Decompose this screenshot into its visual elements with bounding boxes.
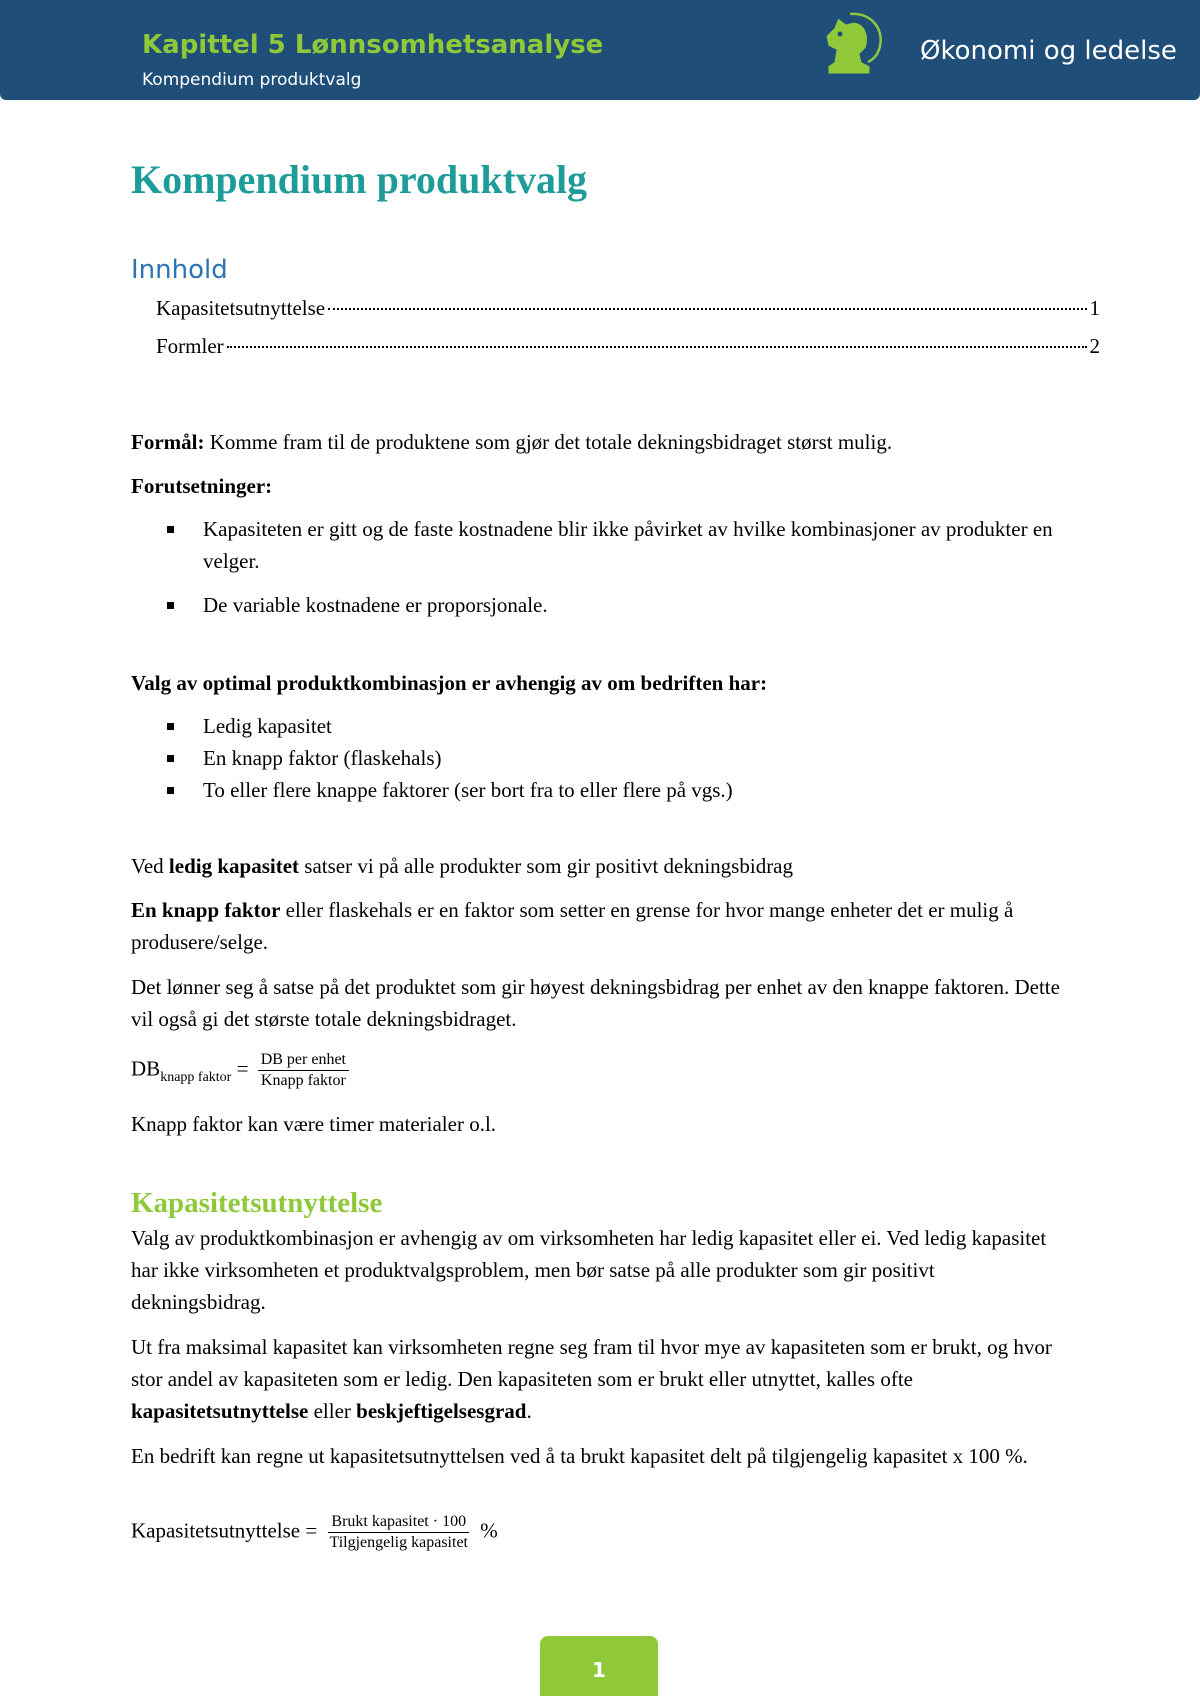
formula-db-knapp-faktor: $DB_{knapp faktor}$ = $\frac{\text{DB per enhet}}{\text{Knapp faktor}}$: [131, 1050, 1071, 1091]
section-paragraph-3: En bedrift kan regne ut kapasitetsutnyttelsen ved å ta brukt kapasitet delt på tilgjengelig kapasitet x 100 %.: [131, 1444, 1028, 1468]
bullet-icon: [167, 755, 174, 762]
fraction: $\frac{\text{DB per enhet}}{\text{Knapp faktor}}$: [258, 1050, 349, 1091]
page-number-box: [540, 1636, 658, 1696]
chess-knight-icon: [818, 10, 890, 82]
assumptions-list: [131, 513, 1083, 621]
assumptions-heading: Forutsetninger:: [131, 474, 273, 498]
toc-entry-page: 2: [1089, 334, 1100, 358]
toc-heading: Innhold: [131, 255, 228, 285]
list-item: To eller flere knappe faktorer (ser bort fra to eller flere på vgs.): [131, 774, 1083, 806]
bullet-icon: [167, 602, 174, 609]
formula-capacity-utilization: Kapasitetsutnyttelse = $\frac{\text{Brukt kapasitet · 100}}{\text{Tilgjengelig kapasitet}}$ %: [131, 1513, 498, 1551]
purpose-text: Komme fram til de produktene som gjør det totale dekningsbidraget størst mulig.: [204, 430, 893, 454]
strategy-paragraph: Det lønner seg å satse på det produktet som gir høyest dekningsbidrag per enhet av den knappe faktoren. Dette vil også gi det største totale dekningsbidraget.: [131, 975, 1060, 1031]
toc-entry-label: Formler: [156, 334, 224, 358]
section-paragraph-2: Ut fra maksimal kapasitet kan virksomheten regne seg fram til hvor mye av kapasiteten som er brukt, og hvor stor andel av kapasiteten som er ledig. Den kapasiteten som er brukt eller utnyttet, kalles ofte kapasitetsutnyttelse eller beskjeftigelsesgrad.: [131, 1335, 1052, 1423]
purpose-paragraph: [131, 426, 1071, 458]
toc-entry-label: Kapasitetsutnyttelse: [156, 296, 326, 320]
toc-leader: [328, 308, 1086, 310]
toc-leader: [227, 346, 1087, 348]
bullet-icon: [167, 787, 174, 794]
bullet-icon: [167, 526, 174, 533]
purpose-label: Formål:: [131, 430, 205, 454]
choice-list: [131, 710, 1083, 806]
scarce-factor-note: Knapp faktor kan være timer materialer o.l.: [131, 1112, 497, 1136]
page-header: [0, 0, 1200, 100]
chapter-title: Kapittel 5 Lønnsomhetsanalyse: [142, 30, 604, 60]
toc-entry[interactable]: [156, 296, 1100, 321]
page-number: 1: [592, 1658, 606, 1682]
toc-entry-page: 1: [1089, 296, 1100, 320]
section-heading: Kapasitetsutnyttelse: [131, 1187, 383, 1219]
toc-entry[interactable]: [156, 334, 1100, 359]
page-title: Kompendium produktvalg: [131, 157, 588, 202]
bottleneck-paragraph: En knapp faktor eller flaskehals er en faktor som setter en grense for hvor mange enheter det er mulig å produsere/selge.: [131, 898, 1014, 954]
free-capacity-paragraph: Ved ledig kapasitet satser vi på alle produkter som gir positivt dekningsbidrag: [131, 854, 794, 878]
list-item: Ledig kapasitet: [131, 710, 1083, 742]
fraction: $\frac{\text{Brukt kapasitet · 100}}{\text{Tilgjengelig kapasitet}}$: [329, 1513, 468, 1551]
list-item: En knapp faktor (flaskehals): [131, 742, 1083, 774]
bullet-icon: [167, 723, 174, 730]
series-title: Økonomi og ledelse: [920, 36, 1177, 66]
header-subtitle: Kompendium produktvalg: [142, 70, 362, 90]
list-item: Kapasiteten er gitt og de faste kostnadene blir ikke påvirket av hvilke kombinasjoner av produkter en velger.: [131, 513, 1083, 577]
choice-heading: Valg av optimal produktkombinasjon er avhengig av om bedriften har:: [131, 671, 768, 695]
section-paragraph-1: Valg av produktkombinasjon er avhengig av om virksomheten har ledig kapasitet eller ei. Ved ledig kapasitet har ikke virksomheten et produktvalgsproblem, men bør satse på alle produkter som gir positivt dekningsbidrag.: [131, 1226, 1047, 1314]
list-item: De variable kostnadene er proporsjonale.: [131, 589, 1083, 621]
